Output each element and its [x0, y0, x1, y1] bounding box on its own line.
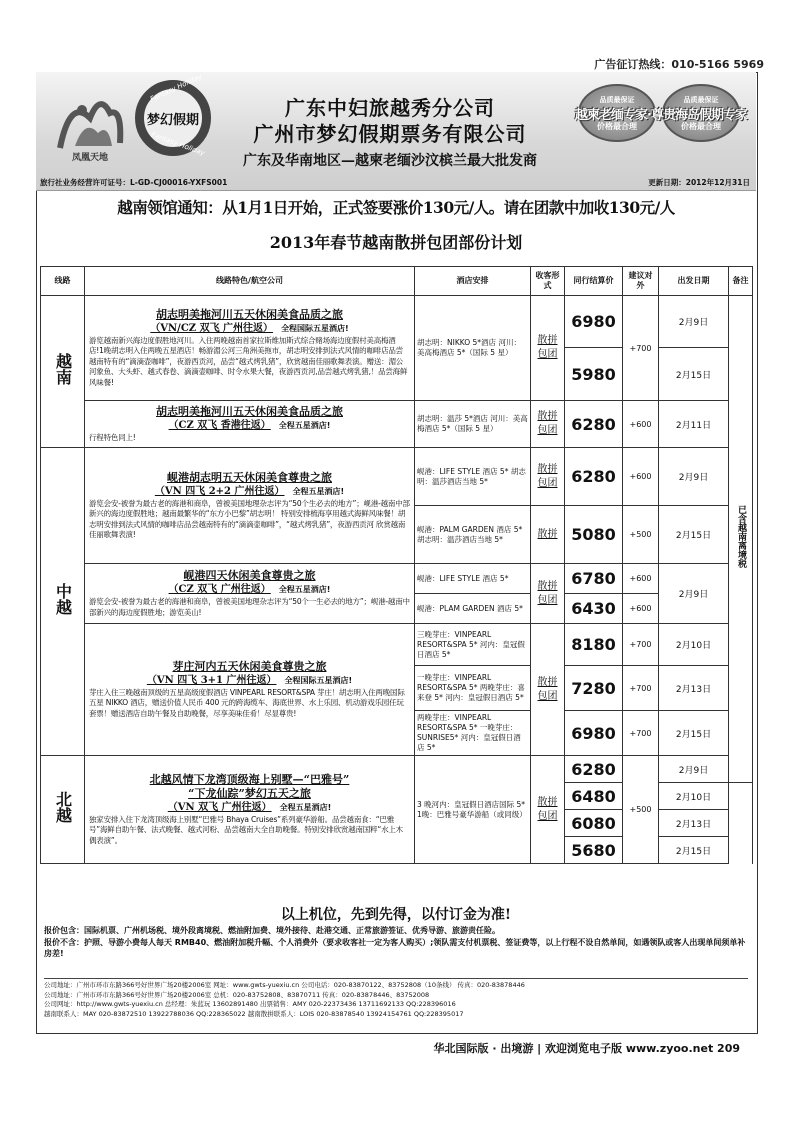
col-remark: 备注: [729, 267, 753, 296]
route-title: 胡志明美拖河川五天休闲美食品质之旅: [156, 404, 343, 418]
route-sub: （VN 四飞 3+1 广州往返） 全程国际五星酒店!: [146, 674, 353, 686]
price-cell: 6080: [565, 810, 623, 837]
price-cell: 6430: [565, 594, 623, 624]
visa-cell: +700: [623, 666, 659, 711]
col-date: 出发日期: [659, 267, 729, 296]
hotel-cell: 三晚芽庄：VINPEARL RESORT&SPA 5* 河内：皇冠假日酒店 5*: [415, 624, 531, 666]
route-sub: （CZ 双飞 香港往返） 全程五星酒店!: [168, 419, 331, 431]
route-title: 胡志明美拖河川五天休闲美食品质之旅: [156, 307, 343, 321]
hotel-cell: 3 晚河内：皇冠假日酒店国际 5* 1晚：巴雅号豪华游船（或同级）: [415, 756, 531, 864]
visa-cell: +600: [623, 401, 659, 448]
route-title-2: “下龙仙踪”梦幻五天之旅: [188, 786, 311, 800]
visa-cell: +500: [623, 756, 659, 864]
date-cell: 2月10日: [659, 624, 729, 666]
hotel-cell: 两晚芽庄：VINPEARL RESORT&SPA 5* 一晚芽庄：SUNRISE5* 河内：皇冠假日酒店 5*: [415, 711, 531, 756]
route-desc: 游览会安-被誉为最古老的海港和商阜，曾被美国地理杂志评为“50个一生必去的地方”；岘港-越南中部新兴的海边度假胜地；游览美山!: [89, 597, 410, 617]
company-name-1: 广东中妇旅越秀分公司: [285, 96, 495, 120]
date-cell: 2月13日: [659, 810, 729, 837]
date-cell: 2月9日: [659, 564, 729, 624]
logo-center-text: 梦幻假期: [146, 112, 199, 128]
price-exclude: 报价不含：护照、导游小费每人每天 RMB40、燃油附加税升幅、个人消费外（要求收客社一定为客人购买）;领队需支付机票税、签证费等，以上行程不设自然单间，如遇领队或客人出现单间须单补房差!: [44, 938, 746, 958]
contact-line: 公司网址：http://www.gwts-yuexiu.cn 总经理：朱蓝玩 13602891480 出票销售：AMY 020-22373436 13711692133 QQ:228396016: [44, 1000, 456, 1008]
route-sub: （CZ 双飞 广州往返） 全程五星酒店!: [168, 584, 331, 595]
price-terms: [44, 925, 748, 960]
visa-cell: +600: [623, 448, 659, 506]
visa-cell: +600: [623, 594, 659, 624]
remark-cell: 已含越南离境税: [729, 296, 753, 783]
hotel-cell: 胡志明：温莎 5*酒店 河川：美高梅酒店 5*（国际 5 星）: [415, 401, 531, 448]
contact-block: [44, 978, 748, 1019]
price-cell: 5080: [565, 506, 623, 564]
logo-ring-bottom: Fantasy Holiday: [150, 130, 206, 158]
price-cell: 6780: [565, 564, 623, 594]
logo-left-text: 凤凰天地: [71, 153, 108, 163]
route-title: 北越风情下龙湾顶级海上别墅—“巴雅号”: [149, 772, 350, 786]
contact-line: 公司地址：广州市环市东路366号好世界广场20楼2006室 网址：www.gwts-yuexiu.cn 公司电话：020-83870122、83752808（10条线） 传真：020-83878446: [44, 981, 525, 989]
hotel-cell: 岘港：PALM GARDEN 酒店 5* 胡志明：温莎酒店当地 5*: [415, 506, 531, 564]
route-cell: [85, 448, 415, 564]
update-date: 更新日期：2012年12月31日: [648, 178, 750, 187]
badge-bottom-text: 价格最合理: [597, 121, 637, 131]
page-footer: 华北国际版 · 出境游 | 欢迎浏览电子版 www.zyoo.net 209: [433, 1042, 740, 1055]
visa-cell: +600: [623, 564, 659, 594]
plan-title: 2013年春节越南散拼包团部份计划: [269, 233, 523, 252]
table-row: [41, 756, 753, 783]
table-row: [41, 296, 753, 348]
hotel-cell: 一晚芽庄：VINPEARL RESORT&SPA 5* 两晚芽庄：喜来登 5* 河内：皇冠假日酒店 5*: [415, 666, 531, 711]
mode-cell: 散拼包团: [531, 564, 565, 624]
route-cell: [85, 624, 415, 756]
price-cell: 6280: [565, 756, 623, 783]
visa-cell: +700: [623, 711, 659, 756]
license-number: 旅行社业务经营许可证号：L-GD-CJ00016-YXFS001: [40, 178, 228, 187]
table-row: [41, 401, 753, 448]
route-sub: （VN 双飞 广州往返） 全程五星酒店!: [167, 801, 332, 813]
route-desc: 行程特色同上!: [89, 432, 136, 442]
table-row: [41, 448, 753, 506]
hotel-cell: 岘港：LIFE STYLE 酒店 5*: [415, 564, 531, 594]
hotel-cell: 岘港：PLAM GARDEN 酒店 5*: [415, 594, 531, 624]
hotel-cell: 胡志明：NIKKO 5*酒店 河川：美高梅酒店 5*（国际 5 星）: [415, 296, 531, 401]
date-cell: 2月11日: [659, 401, 729, 448]
col-price: 同行结算价: [565, 267, 623, 296]
route-title: 岘港胡志明五天休闲美食尊贵之旅: [167, 470, 332, 484]
badge-top-text: 品质最保证: [599, 95, 635, 104]
mode-cell: 散拼包团: [531, 296, 565, 401]
table-row: [41, 564, 753, 594]
badge-top-text: 品质最保证: [683, 95, 719, 104]
seat-notice: 以上机位，先到先得，以付订金为准!: [280, 907, 512, 923]
col-line: 线路: [41, 267, 85, 296]
price-cell: 6280: [565, 448, 623, 506]
date-cell: 2月13日: [659, 666, 729, 711]
route-sub: （VN/CZ 双飞 广州往返） 全程国际五星酒店!: [150, 322, 349, 334]
badge-bottom-text: 价格最合理: [681, 121, 721, 131]
price-cell: 5980: [565, 348, 623, 401]
route-cell: [85, 296, 415, 401]
company-name-2: 广州市梦幻假期票务有限公司: [253, 122, 527, 146]
logo-ring-top: Fantasy Holiday: [148, 72, 204, 104]
route-desc: 游览越南新兴海边度假胜地河川。入住两晚越南首家拉斯维加斯式综合赌场海边度假村美高梅酒店!1晚胡志明入住两晚五星酒店！畅游湄公河三角洲美拖市，胡志明安排到法式风情的咖啡店品尝越南特有的“滴滴壶咖啡”，夜游西贡河，品尝“越式烤乳猪”，欣赏越南佳丽歌舞表演。赠送：湄公河象鱼、大头虾、越式春卷、滴滴壶咖啡、时令水果大餐，夜游西贡河,品尝越式烤乳猪,！品尝海鲜风味餐!: [89, 335, 408, 387]
route-desc: 游览会安-被誉为最古老的海港和商阜，曾被美国地理杂志评为“50个生必去的地方”；岘港-越南中部新兴的海边度假胜地；越南最繁华的“东方小巴黎”胡志明！ 特别安排梳海享用越式海鲜风味餐！胡志明安排到法式风情的咖啡店品尝越南特有的“滴滴壶咖啡”，“越式烤乳猪”，夜游西贡河 欣赏越南佳丽歌舞表演!: [89, 498, 410, 539]
route-desc: 芽庄入住三晚越南顶级的五星高级度假酒店 VINPEARL RESORT&SPA 芽庄！胡志明入住两晚国际五星 NIKKO 酒店，赠送价值人民币 400 元的跨海缆车、海底世界、水上乐园、机动游戏乐园任玩套票！赠送酒店自助午餐及自助晚餐，尽享美味佳肴！尽显尊贵!: [89, 687, 405, 718]
contact-line: 公司地址：广州市环市东路366号好世界广场20楼2006室 总机：020-83752808、83870711 传真：020-83878446、83752008: [44, 990, 430, 999]
expert-slogan: 越柬老缅专家·尊贵海岛假期专家: [575, 108, 747, 123]
mode-cell: 散拼: [531, 506, 565, 564]
date-cell: 2月9日: [659, 756, 729, 783]
route-sub: （VN 四飞 2+2 广州往返） 全程五星酒店!: [154, 485, 345, 497]
route-cell: [85, 401, 415, 448]
tagline: 广东及华南地区—越柬老缅沙汶槟兰最大批发商: [243, 153, 537, 169]
price-cell: 5680: [565, 837, 623, 864]
visa-cell: +700: [623, 296, 659, 401]
col-hotel: 酒店安排: [415, 267, 531, 296]
date-cell: 2月15日: [659, 348, 729, 401]
price-cell: 7280: [565, 666, 623, 711]
region-south: 越南: [41, 296, 85, 448]
date-cell: 2月9日: [659, 296, 729, 348]
mode-cell: 散拼包团: [531, 756, 565, 864]
price-cell: 6480: [565, 783, 623, 810]
route-title: 岘港四天休闲美食尊贵之旅: [183, 569, 316, 582]
table-row: [41, 624, 753, 666]
date-cell: 2月15日: [659, 711, 729, 756]
price-include: 报价包含：国际机票、广州机场税、境外段离境税、燃油附加费、境外接待、赴港交通、正常旅游签证、优秀导游、旅游责任险。: [44, 926, 500, 935]
date-cell: 2月9日: [659, 448, 729, 506]
visa-cell: +700: [623, 624, 659, 666]
price-cell: 6980: [565, 296, 623, 348]
route-cell: [85, 756, 415, 864]
route-cell: [85, 564, 415, 624]
contact-line: 越南联系人：MAY 020-83872510 13922788036 QQ:228365022 越南散拼联系人：LOIS 020-83878540 13924154761 QQ:228395017: [44, 1009, 464, 1018]
price-cell: 6980: [565, 711, 623, 756]
col-mode: 收客形式: [531, 267, 565, 296]
price-cell: 8180: [565, 624, 623, 666]
mode-cell: 散拼包团: [531, 624, 565, 756]
col-route: 线路特色/航空公司: [85, 267, 415, 296]
mode-cell: 散拼包团: [531, 448, 565, 506]
price-cell: 6280: [565, 401, 623, 448]
region-central: 中越: [41, 448, 85, 756]
col-visa: 建议对外: [623, 267, 659, 296]
route-title: 芽庄河内五天休闲美食尊贵之旅: [172, 659, 327, 673]
tour-table: [40, 266, 753, 864]
route-desc: 独家安排入住下龙湾顶级海上别墅“巴雅号 Bhaya Cruises”系列豪华游船。品尝越南食：“巴雅号”海鲜自助午餐、法式晚餐、越式河粉、品尝越南大全自助晚餐。特别安排欣赏越南国粹“水上木偶表演”。: [89, 814, 403, 845]
visa-cell: +500: [623, 506, 659, 564]
region-north: 北越: [41, 756, 85, 864]
date-cell: 2月10日: [659, 783, 729, 810]
date-cell: 2月15日: [659, 837, 729, 864]
hotel-cell: 岘港：LIFE STYLE 酒店 5* 胡志明：温莎酒店当地 5*: [415, 448, 531, 506]
ad-hotline: 广告征订热线：010-5166 5969: [594, 58, 764, 71]
date-cell: 2月15日: [659, 506, 729, 564]
consulate-notice: 越南领馆通知：从1月1日开始，正式签要涨价130元/人。请在团款中加收130元/人: [117, 198, 675, 217]
mode-cell: 散拼包团: [531, 401, 565, 448]
